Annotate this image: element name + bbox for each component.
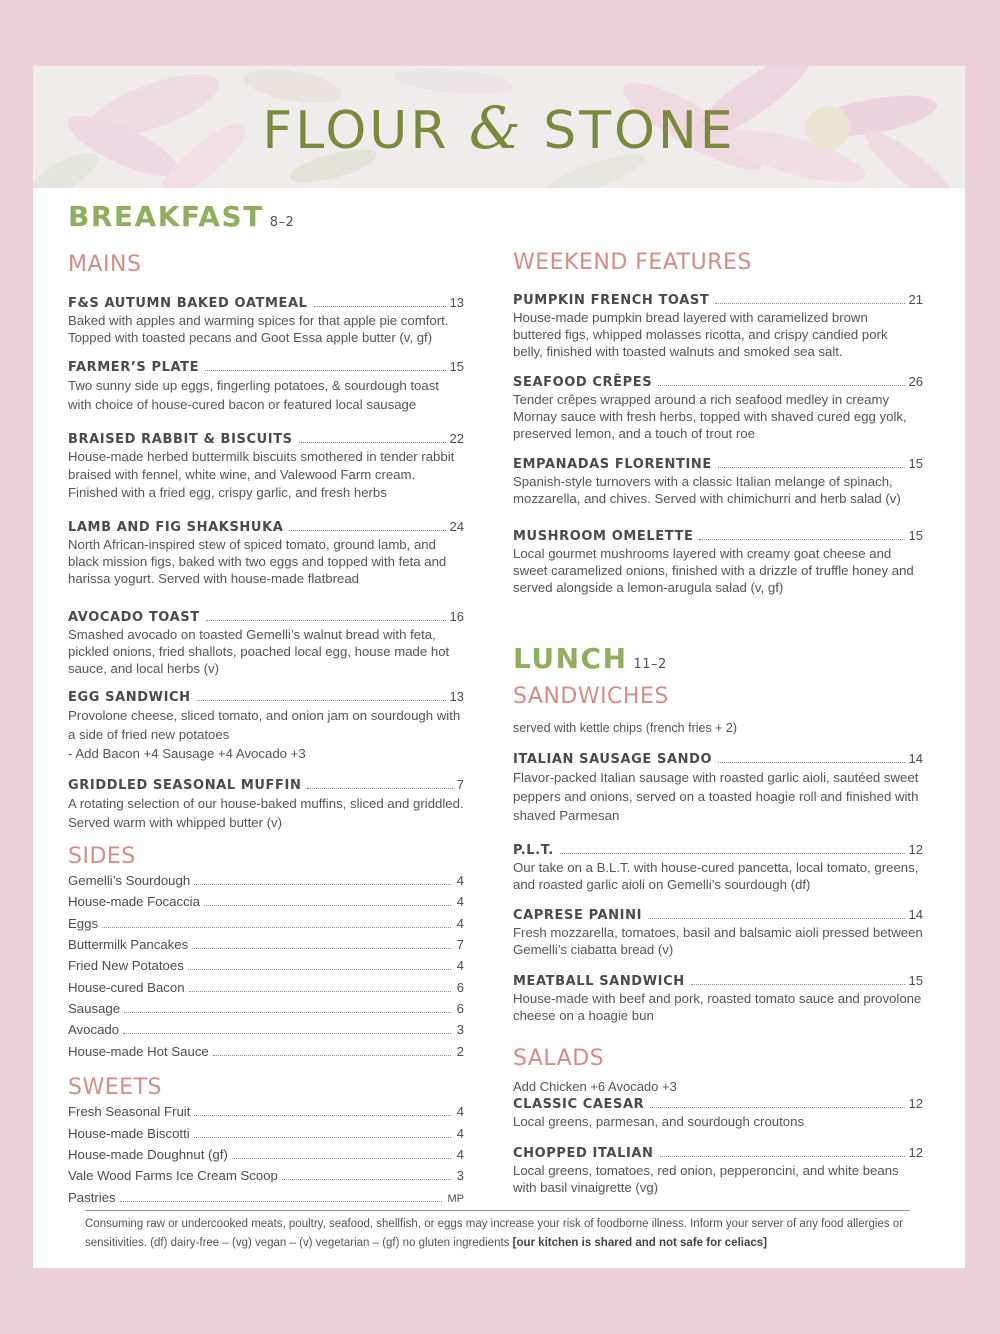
leader-dots xyxy=(205,370,445,371)
menu-page xyxy=(33,66,965,1268)
item-name: EGG SANDWICH xyxy=(68,690,191,705)
leader-dots xyxy=(123,1033,451,1034)
breakfast-title: BREAKFAST xyxy=(68,200,264,233)
leader-dots xyxy=(194,1115,450,1116)
leader-dots xyxy=(197,700,446,701)
item-price: 14 xyxy=(908,907,923,922)
sides-title: SIDES xyxy=(68,844,136,869)
side-item xyxy=(68,980,464,996)
menu-item-muffin xyxy=(68,776,464,832)
item-price: 15 xyxy=(908,456,923,471)
leader-dots xyxy=(282,1179,451,1180)
side-price: 7 xyxy=(456,937,464,952)
side-price: 4 xyxy=(456,916,464,931)
mains-title: MAINS xyxy=(68,252,142,277)
leader-dots xyxy=(691,984,905,985)
item-addons: - Add Bacon +4 Sausage +4 Avocado +3 xyxy=(68,746,306,761)
leader-dots xyxy=(660,1156,905,1157)
salads-addons-note: Add Chicken +6 Avocado +3 xyxy=(513,1079,677,1094)
menu-item-classic-caesar xyxy=(513,1095,923,1130)
leader-dots xyxy=(232,1158,451,1159)
leader-dots xyxy=(718,762,904,763)
lunch-hours: 11–2 xyxy=(633,657,667,672)
item-description: House-made herbed buttermilk biscuits smothered in tender rabbit braised with fennel, white wine, and Valewood Farm cream. Finished with a fried egg, crispy garlic, and fresh herbs xyxy=(68,449,455,500)
item-price: 12 xyxy=(908,1096,923,1111)
menu-item-seafood-crepes xyxy=(513,373,923,442)
item-description: Flavor-packed Italian sausage with roasted garlic aioli, sautéed sweet peppers and onions, served on a toasted hoagie roll and finished with shaved Parmesan xyxy=(513,770,919,823)
item-price: 15 xyxy=(449,359,464,374)
item-price: 26 xyxy=(908,374,923,389)
side-price: 2 xyxy=(456,1044,464,1059)
item-description: Smashed avocado on toasted Gemelli’s walnut bread with feta, pickled onions, fried shallots, poached local egg, house made hot sauce, and local herbs (v) xyxy=(68,627,450,676)
item-name: P.L.T. xyxy=(513,843,554,858)
side-item xyxy=(68,1022,464,1038)
leader-dots xyxy=(189,991,451,992)
menu-item-caprese-panini xyxy=(513,906,923,958)
side-item xyxy=(68,937,464,953)
side-price: 3 xyxy=(456,1022,464,1037)
leader-dots xyxy=(299,442,446,443)
header-banner xyxy=(33,66,965,188)
menu-item-avocado-toast xyxy=(68,608,464,677)
sweet-item xyxy=(68,1168,464,1184)
leader-dots xyxy=(194,1137,451,1138)
sweet-name: Vale Wood Farms Ice Cream Scoop xyxy=(68,1168,278,1183)
item-name: CLASSIC CAESAR xyxy=(513,1097,645,1112)
side-item xyxy=(68,894,464,910)
sandwiches-note: served with kettle chips (french fries + 2) xyxy=(513,721,738,735)
item-description: Our take on a B.L.T. with house-cured pancetta, local tomato, greens, and roasted garlic aioli on Gemelli’s sourdough (df) xyxy=(513,860,919,892)
side-name: House-cured Bacon xyxy=(68,980,185,995)
leader-dots xyxy=(120,1201,442,1202)
breakfast-heading xyxy=(68,200,294,233)
leader-dots xyxy=(188,969,451,970)
sweets-title: SWEETS xyxy=(68,1075,162,1100)
sweet-price: 4 xyxy=(456,1147,464,1162)
menu-item-rabbit-biscuits xyxy=(68,430,464,502)
item-description: Local greens, parmesan, and sourdough croutons xyxy=(513,1114,805,1129)
item-description: Spanish-style turnovers with a classic Italian melange of spinach, mozzarella, and chives. Served with chimichurri and herb salad (v) xyxy=(513,474,901,506)
item-price: 15 xyxy=(908,973,923,988)
sweet-item xyxy=(68,1190,464,1206)
side-name: Buttermilk Pancakes xyxy=(68,937,189,952)
item-price: 15 xyxy=(908,528,923,543)
side-item xyxy=(68,958,464,974)
item-description: House-made pumpkin bread layered with caramelized brown buttered figs, whipped molasses ricotta, and crispy candied pork belly, finished with toasted walnuts and smoked sea salt. xyxy=(513,310,888,359)
item-name: MUSHROOM OMELETTE xyxy=(513,529,694,544)
side-item xyxy=(68,1001,464,1017)
sweet-name: House-made Biscotti xyxy=(68,1126,190,1141)
menu-item-shakshuka xyxy=(68,518,464,587)
side-name: House-made Focaccia xyxy=(68,894,200,909)
sweet-price: MP xyxy=(447,1193,464,1205)
item-description: Local greens, tomatoes, red onion, pepperoncini, and white beans with basil vinaigrette (vg) xyxy=(513,1163,899,1195)
side-name: Sausage xyxy=(68,1001,121,1016)
disclaimer-text: Consuming raw or undercooked meats, poultry, seafood, shellfish, or eggs may increase your risk of foodborne illness. Inform your server of any food allergies or sensitivities. (df) dairy-free – (vg) vegan – (v) vegetarian – (gf) no gluten ingredients xyxy=(85,1218,903,1249)
menu-item-meatball-sandwich xyxy=(513,972,923,1024)
leader-dots xyxy=(124,1012,451,1013)
leader-dots xyxy=(718,467,905,468)
item-price: 7 xyxy=(456,777,464,792)
item-name: CAPRESE PANINI xyxy=(513,908,643,923)
sweet-price: 4 xyxy=(456,1126,464,1141)
sweet-item xyxy=(68,1147,464,1163)
salads-title: SALADS xyxy=(513,1046,605,1071)
item-description: Fresh mozzarella, tomatoes, basil and balsamic aioli pressed between Gemelli’s ciabatta bread (v) xyxy=(513,925,923,957)
sweet-item xyxy=(68,1104,464,1120)
leader-dots xyxy=(314,306,446,307)
item-price: 13 xyxy=(449,295,464,310)
lunch-title: LUNCH xyxy=(513,642,628,675)
item-description: Two sunny side up eggs, fingerling potatoes, & sourdough toast with choice of house-cured bacon or featured local sausage xyxy=(68,378,439,412)
menu-item-mushroom-omelette xyxy=(513,527,923,596)
brand-name-part1: FLOUR xyxy=(262,101,450,161)
item-name: AVOCADO TOAST xyxy=(68,610,200,625)
side-price: 6 xyxy=(456,1001,464,1016)
leader-dots xyxy=(206,620,446,621)
sweet-name: House-made Doughnut (gf) xyxy=(68,1147,228,1162)
menu-item-egg-sandwich xyxy=(68,688,464,763)
footer-divider xyxy=(85,1210,910,1211)
leader-dots xyxy=(289,530,445,531)
item-price: 21 xyxy=(908,292,923,307)
brand-ampersand: & xyxy=(469,94,524,162)
leader-dots xyxy=(102,927,451,928)
item-description: A rotating selection of our house-baked muffins, sliced and griddled. Served warm with whipped butter (v) xyxy=(68,796,464,830)
celiac-warning: [our kitchen is shared and not safe for celiacs] xyxy=(512,1237,767,1249)
side-item xyxy=(68,1044,464,1060)
leader-dots xyxy=(699,539,904,540)
menu-item-italian-sausage-sando xyxy=(513,750,923,825)
leader-dots xyxy=(560,853,905,854)
side-item xyxy=(68,873,464,889)
menu-item-empanadas xyxy=(513,455,923,507)
item-price: 14 xyxy=(908,751,923,766)
item-name: CHOPPED ITALIAN xyxy=(513,1146,654,1161)
item-name: SEAFOOD CRÊPES xyxy=(513,375,653,390)
item-description: Tender crêpes wrapped around a rich seafood medley in creamy Mornay sauce with fresh herbs, topped with shaved cured egg yolk, preserved lemon, and a touch of trout roe xyxy=(513,392,907,441)
item-description: Local gourmet mushrooms layered with creamy goat cheese and sweet caramelized onions, finished with a drizzle of truffle honey and served alongside a lemon-arugula salad (v, gf) xyxy=(513,546,914,595)
item-price: 24 xyxy=(449,519,464,534)
side-name: Fried New Potatoes xyxy=(68,958,184,973)
side-name: Avocado xyxy=(68,1022,120,1037)
brand-logo xyxy=(33,94,965,162)
item-description: Baked with apples and warming spices for that apple pie comfort. Topped with toasted pecans and Goot Essa apple butter (v, gf) xyxy=(68,313,449,345)
item-name: ITALIAN SAUSAGE SANDO xyxy=(513,752,713,767)
allergy-disclaimer xyxy=(85,1215,925,1253)
menu-item-pumpkin-french-toast xyxy=(513,291,923,360)
side-price: 6 xyxy=(456,980,464,995)
breakfast-hours: 8–2 xyxy=(269,215,295,230)
item-name: BRAISED RABBIT & BISCUITS xyxy=(68,432,293,447)
side-price: 4 xyxy=(456,894,464,909)
leader-dots xyxy=(213,1055,451,1056)
weekend-features-title: WEEKEND FEATURES xyxy=(513,250,752,275)
side-name: Eggs xyxy=(68,916,99,931)
sweet-name: Fresh Seasonal Fruit xyxy=(68,1104,191,1119)
leader-dots xyxy=(658,385,904,386)
side-item xyxy=(68,916,464,932)
menu-item-plt xyxy=(513,841,923,893)
sweet-item xyxy=(68,1126,464,1142)
item-name: LAMB AND FIG SHAKSHUKA xyxy=(68,520,284,535)
item-price: 16 xyxy=(449,609,464,624)
side-name: House-made Hot Sauce xyxy=(68,1044,209,1059)
item-name: F&S AUTUMN BAKED OATMEAL xyxy=(68,296,308,311)
sweet-price: 4 xyxy=(456,1104,464,1119)
side-price: 4 xyxy=(456,958,464,973)
item-price: 12 xyxy=(908,842,923,857)
sweet-price: 3 xyxy=(456,1168,464,1183)
item-price: 12 xyxy=(908,1145,923,1160)
leader-dots xyxy=(307,788,452,789)
menu-item-farmers-plate xyxy=(68,358,464,414)
brand-name-part2: STONE xyxy=(543,101,736,161)
menu-item-chopped-italian xyxy=(513,1144,923,1196)
side-name: Gemelli’s Sourdough xyxy=(68,873,191,888)
sweet-name: Pastries xyxy=(68,1190,116,1205)
item-price: 22 xyxy=(449,431,464,446)
item-name: MEATBALL SANDWICH xyxy=(513,974,685,989)
side-price: 4 xyxy=(456,873,464,888)
item-description: House-made with beef and pork, roasted tomato sauce and provolone cheese on a hoagie bun xyxy=(513,991,922,1023)
leader-dots xyxy=(192,948,450,949)
leader-dots xyxy=(194,884,450,885)
leader-dots xyxy=(715,303,904,304)
sandwiches-title: SANDWICHES xyxy=(513,684,669,709)
item-description: Provolone cheese, sliced tomato, and onion jam on sourdough with a side of fried new potatoes xyxy=(68,708,461,742)
item-name: EMPANADAS FLORENTINE xyxy=(513,457,712,472)
leader-dots xyxy=(650,1107,904,1108)
menu-item-oatmeal xyxy=(68,294,464,346)
item-name: PUMPKIN FRENCH TOAST xyxy=(513,293,710,308)
item-price: 13 xyxy=(449,689,464,704)
item-name: FARMER’S PLATE xyxy=(68,360,200,375)
leader-dots xyxy=(648,918,905,919)
leader-dots xyxy=(204,905,451,906)
item-name: GRIDDLED SEASONAL MUFFIN xyxy=(68,778,302,793)
lunch-heading xyxy=(513,642,667,675)
item-description: North African-inspired stew of spiced tomato, ground lamb, and black mission figs, baked with two eggs and topped with feta and harissa yogurt. Served with house-made flatbread xyxy=(68,537,447,586)
